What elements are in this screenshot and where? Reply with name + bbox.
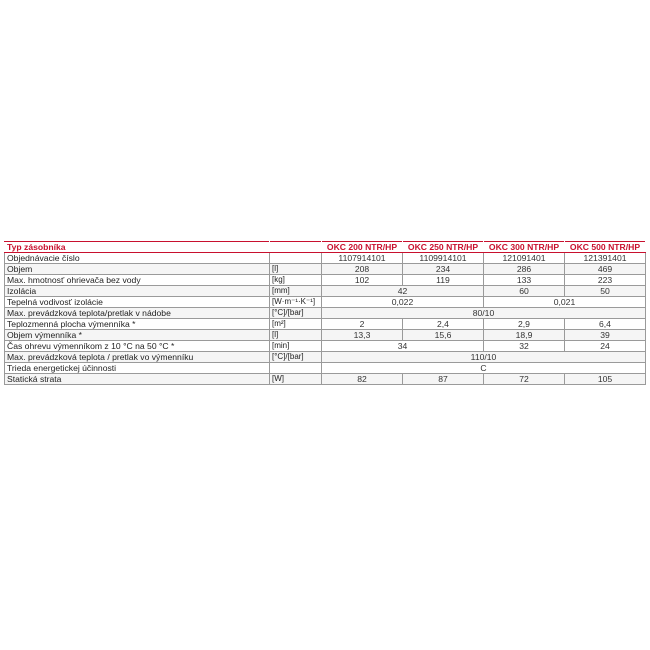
row-value: 87 — [403, 374, 484, 385]
table-row — [5, 352, 646, 363]
row-value: 42 — [322, 286, 484, 297]
table-body — [5, 253, 646, 385]
table-row — [5, 341, 646, 352]
row-unit: [mm] — [270, 286, 322, 297]
row-value: 18,9 — [484, 330, 565, 341]
row-value: 82 — [322, 374, 403, 385]
row-label: Tepelná vodivosť izolácie — [5, 297, 270, 308]
row-value: 1107914101 — [322, 253, 403, 264]
row-value: 34 — [322, 341, 484, 352]
table-row — [5, 275, 646, 286]
spec-table-container — [4, 241, 645, 385]
row-unit: [°C]/[bar] — [270, 308, 322, 319]
table-header-row — [5, 242, 646, 253]
row-value: 80/10 — [322, 308, 646, 319]
table-row — [5, 286, 646, 297]
row-unit: [W] — [270, 374, 322, 385]
table-row — [5, 319, 646, 330]
header-unit — [270, 242, 322, 253]
row-value: 286 — [484, 264, 565, 275]
row-value: 15,6 — [403, 330, 484, 341]
row-label: Max. prevádzková teplota/pretlak v nádobe — [5, 308, 270, 319]
row-unit: [W·m⁻¹·K⁻¹] — [270, 297, 322, 308]
row-label: Statická strata — [5, 374, 270, 385]
row-label: Objednávacie číslo — [5, 253, 270, 264]
row-label: Objem — [5, 264, 270, 275]
row-value: 208 — [322, 264, 403, 275]
table-row — [5, 330, 646, 341]
header-model-1: OKC 200 NTR/HP — [322, 242, 403, 253]
table-row — [5, 264, 646, 275]
row-value: 24 — [565, 341, 646, 352]
row-label: Čas ohrevu výmenníkom z 10 °C na 50 °C * — [5, 341, 270, 352]
table-row — [5, 253, 646, 264]
row-value: 72 — [484, 374, 565, 385]
row-unit: [kg] — [270, 275, 322, 286]
table-row — [5, 308, 646, 319]
row-value: 133 — [484, 275, 565, 286]
row-label: Trieda energetickej účinnosti — [5, 363, 270, 374]
row-value: 121391401 — [565, 253, 646, 264]
row-value: 2 — [322, 319, 403, 330]
row-value: 105 — [565, 374, 646, 385]
row-value: 6,4 — [565, 319, 646, 330]
row-value: 0,021 — [484, 297, 646, 308]
table-row — [5, 363, 646, 374]
row-value: 13,3 — [322, 330, 403, 341]
row-unit: [min] — [270, 341, 322, 352]
row-unit: [l] — [270, 330, 322, 341]
row-value: 469 — [565, 264, 646, 275]
row-unit — [270, 253, 322, 264]
row-value: 1109914101 — [403, 253, 484, 264]
row-value: 50 — [565, 286, 646, 297]
row-unit: [l] — [270, 264, 322, 275]
row-value: 2,4 — [403, 319, 484, 330]
row-value: 223 — [565, 275, 646, 286]
row-label: Max. prevádzková teplota / pretlak vo výmenníku — [5, 352, 270, 363]
row-value: 39 — [565, 330, 646, 341]
row-value: 32 — [484, 341, 565, 352]
row-unit: [m²] — [270, 319, 322, 330]
spec-table — [4, 241, 646, 385]
row-value: 2,9 — [484, 319, 565, 330]
row-value: C — [322, 363, 646, 374]
row-value: 60 — [484, 286, 565, 297]
header-model-4: OKC 500 NTR/HP — [565, 242, 646, 253]
row-value: 102 — [322, 275, 403, 286]
row-label: Izolácia — [5, 286, 270, 297]
row-label: Objem výmenníka * — [5, 330, 270, 341]
row-unit: [°C]/[bar] — [270, 352, 322, 363]
row-value: 0,022 — [322, 297, 484, 308]
row-value: 110/10 — [322, 352, 646, 363]
row-value: 234 — [403, 264, 484, 275]
header-model-2: OKC 250 NTR/HP — [403, 242, 484, 253]
table-row — [5, 374, 646, 385]
table-row — [5, 297, 646, 308]
header-model-3: OKC 300 NTR/HP — [484, 242, 565, 253]
row-value: 121091401 — [484, 253, 565, 264]
row-unit — [270, 363, 322, 374]
row-value: 119 — [403, 275, 484, 286]
row-label: Max. hmotnosť ohrievača bez vody — [5, 275, 270, 286]
header-type-label: Typ zásobníka — [5, 242, 270, 253]
row-label: Teplozmenná plocha výmenníka * — [5, 319, 270, 330]
